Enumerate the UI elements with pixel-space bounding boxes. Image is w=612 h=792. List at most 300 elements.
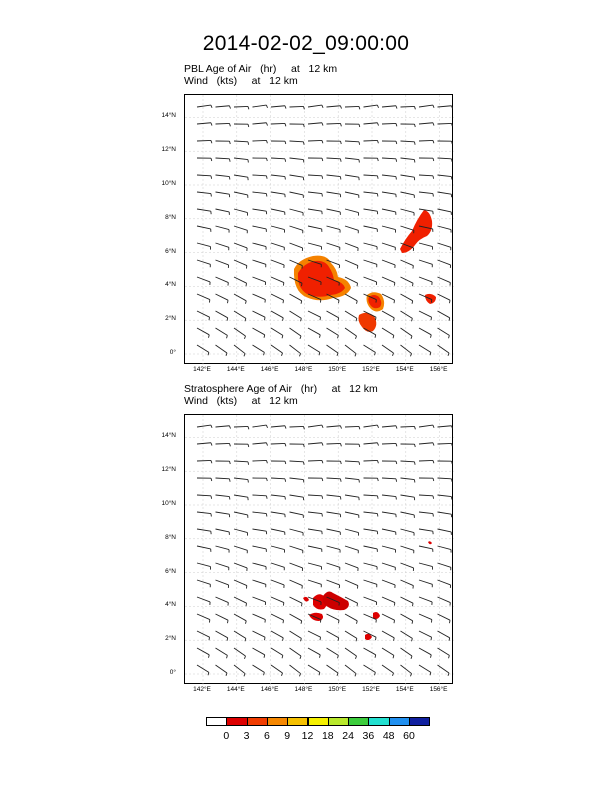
wind-barb [419,277,432,285]
wind-barb [197,460,212,463]
wind-barb [327,192,341,197]
wind-barb [364,495,379,499]
lat-tick-label: 8°N [165,213,176,221]
wind-barb [401,141,416,145]
wind-barb [345,106,360,109]
wind-barb [345,260,358,269]
wind-barb [271,123,286,126]
wind-barb [197,546,211,552]
wind-barb [253,495,268,499]
wind-barb [401,444,416,447]
wind-barb [290,529,304,536]
wind-barb [216,158,231,162]
wind-barb [327,461,342,464]
wind-barb [345,580,358,589]
wind-barb [364,512,378,516]
wind-barb [327,426,342,429]
wind-barb [253,328,265,338]
wind-barb [216,546,230,553]
wind-barb [197,209,211,214]
wind-barb [419,443,434,446]
wind-barb [253,243,267,250]
wind-barb [271,260,284,268]
wind-barb [382,209,396,215]
wind-barb [327,563,340,570]
wind-barb [253,311,266,320]
wind-barb [234,426,249,429]
wind-barb [438,243,451,250]
wind-barb [419,529,433,534]
wind-barb [197,243,211,250]
wind-barb [234,294,246,304]
wind-barb [364,105,379,108]
wind-barb [345,563,358,571]
wind-barb [327,141,342,144]
wind-barb [364,158,379,161]
wind-barb [197,563,211,570]
lat-tick-label: 8°N [165,533,176,541]
wind-barb [308,123,323,126]
wind-barb [197,478,212,481]
wind-barb [345,665,356,676]
wind-barb [308,512,322,516]
wind-barb [290,461,305,465]
wind-barb [290,580,303,589]
wind-barb [197,443,212,446]
wind-barb [253,158,268,161]
wind-barb [382,260,395,268]
wind-barb [419,631,432,640]
wind-barb [345,546,358,553]
wind-barb [401,124,416,127]
wind-barb [438,328,450,338]
wind-barb [401,277,414,286]
wind-barb [382,648,394,658]
wind-barb [327,631,339,641]
wind-barb [234,175,248,180]
wind-barb [382,141,397,144]
wind-barb [197,311,210,320]
wind-barb [271,461,286,464]
wind-barb [401,614,413,624]
colorbar-swatch [328,717,349,726]
wind-barb [364,597,377,605]
wind-barb [271,597,284,606]
wind-barb [234,478,248,482]
wind-barb [216,106,231,109]
wind-barb [290,426,305,429]
wind-barb [234,141,249,145]
wind-barb [308,648,320,658]
wind-barb [308,140,323,143]
wind-barb [197,495,212,499]
colorbar-swatch [267,717,288,726]
wind-barb [419,140,434,143]
wind-barb [364,226,378,232]
colorbar-label: 18 [321,730,334,742]
wind-barb [271,192,285,197]
wind-barb [253,614,266,623]
wind-barb [401,294,413,304]
pbl-age-field [294,210,436,332]
wind-barb [308,580,321,587]
wind-barb [234,546,247,553]
wind-barb [345,478,359,482]
wind-barb [197,140,212,143]
strat-map-canvas [185,415,454,685]
colorbar-label: 36 [362,730,375,742]
wind-barb [364,123,379,126]
wind-barb [234,563,247,571]
colorbar-label: 6 [263,730,270,742]
wind-barb [308,529,322,534]
wind-barb [401,478,415,482]
wind-barb [216,461,231,464]
wind-barb [216,443,231,446]
wind-barb [382,243,395,250]
lon-tick-label: 150°E [328,366,347,373]
wind-barb [345,243,358,251]
wind-barb [401,461,416,465]
wind-barb [253,192,267,196]
wind-barb [290,444,305,447]
wind-barb [308,425,323,428]
lon-tick-label: 154°E [395,686,414,693]
wind-barb [438,495,452,499]
wind-barb [234,277,247,286]
wind-barb [308,495,323,499]
wind-barb [197,597,210,605]
wind-barb [271,106,286,109]
wind-barb [253,512,267,516]
lat-tick-label: 6°N [165,567,176,575]
wind-barb [382,328,394,338]
wind-barb [382,631,394,641]
wind-barb [308,226,322,232]
wind-barb [290,175,304,180]
wind-barb [253,260,266,267]
wind-barb [271,158,286,162]
wind-barb [253,443,268,446]
wind-barb [290,294,302,304]
wind-barb [308,478,323,481]
wind-barb [308,105,323,108]
wind-barb [234,260,247,269]
wind-barb [234,106,249,109]
wind-barb [234,665,245,676]
wind-barb [253,105,268,108]
wind-barb [419,425,434,428]
wind-barb [327,158,342,162]
wind-barb [345,529,359,536]
colorbar-swatch [226,717,247,726]
lat-tick-label: 6°N [165,247,176,255]
wind-barb [327,106,342,109]
wind-barb [382,192,396,197]
wind-barb [197,614,210,623]
wind-barb [290,243,303,251]
wind-barb [345,226,358,233]
wind-barb [419,158,434,161]
wind-barb [308,192,322,196]
wind-barb [216,580,229,588]
wind-barb [382,461,397,464]
wind-barb [253,209,267,214]
wind-barb [271,277,284,286]
wind-barb [345,648,356,659]
wind-barb [271,478,286,482]
wind-barb [308,209,322,214]
wind-barb [197,226,211,232]
wind-barb [419,563,433,570]
wind-barb [234,311,246,321]
wind-barb [234,226,247,233]
lon-tick-label: 148°E [294,686,313,693]
strat-speck [303,597,309,602]
wind-barb [401,209,415,216]
wind-barb [271,512,285,517]
wind-barb [364,546,378,552]
wind-barb [438,345,449,356]
wind-barb [364,260,377,267]
wind-barb [327,443,342,446]
wind-barb [419,460,434,463]
wind-barb [345,631,357,641]
colorbar-label: 60 [403,730,415,742]
wind-barb [364,209,378,214]
wind-barb [401,631,413,641]
wind-barb [327,580,340,588]
wind-barb [290,345,301,356]
wind-barb [327,495,341,499]
wind-barb [364,140,379,143]
lon-tick-label: 144°E [226,366,245,373]
wind-barb [234,124,249,127]
wind-barb [216,243,229,250]
wind-barb [401,260,414,269]
wind-barb [382,443,397,446]
wind-barb [401,158,415,162]
wind-barb [197,631,210,640]
wind-barb [271,209,285,215]
wind-barb [253,140,268,143]
wind-barb [290,614,302,624]
wind-barb [290,226,303,233]
wind-barb [308,175,323,179]
strat-age-map [184,414,453,684]
wind-barb [290,106,305,109]
wind-barb [234,243,247,251]
lat-tick-label: 12°N [161,146,176,154]
strat-patch-4 [373,612,380,619]
wind-barb [271,631,283,641]
lon-tick-label: 150°E [328,686,347,693]
lat-tick-label: 0° [169,669,176,676]
wind-barb [345,158,359,162]
wind-barb [419,243,433,250]
lon-tick-label: 146°E [260,366,279,373]
wind-barb [308,311,321,320]
wind-barb [216,512,230,517]
wind-barb [419,580,432,587]
wind-barb [216,631,228,641]
wind-barb [438,311,450,321]
lat-tick-label: 4°N [165,601,176,609]
wind-barb [253,648,265,658]
wind-barb [290,209,304,216]
wind-barb [216,597,229,606]
wind-barb [197,192,211,196]
wind-barb [382,665,393,676]
colorbar-label: 24 [342,730,354,742]
wind-barb [234,444,249,447]
pbl-patch-northeast [400,210,432,253]
wind-barb [345,461,360,465]
wind-barb [419,512,433,516]
wind-barb [382,158,397,162]
wind-barb [253,631,266,640]
wind-barb [234,648,245,659]
wind-barb [290,478,304,482]
wind-barb [419,123,434,126]
wind-barb [327,345,338,356]
wind-barb [271,665,282,676]
wind-barb [345,124,360,127]
wind-barb [401,597,414,606]
wind-barb [290,158,304,162]
wind-barb [308,328,320,338]
wind-barb [438,614,451,623]
wind-barb [401,345,412,356]
wind-barb [438,648,450,658]
wind-barb [401,546,414,553]
wind-barb [401,192,415,198]
wind-barb [290,546,303,553]
wind-barb [234,597,247,606]
wind-barb [216,175,230,179]
wind-barb [345,444,360,447]
strat-speck-2 [428,541,432,544]
wind-barb [308,563,322,570]
wind-barb [382,106,397,109]
wind-barb [216,226,230,233]
wind-barb [382,123,397,126]
lat-tick-label: 4°N [165,281,176,289]
wind-barb [234,209,248,216]
wind-barb [401,580,414,589]
wind-barb [197,158,212,161]
wind-barb [345,614,357,624]
wind-barb [419,478,434,481]
wind-barb [364,443,379,446]
wind-barb [197,580,210,587]
wind-barb [271,563,284,570]
lat-tick-label: 2°N [165,315,176,323]
wind-barb [382,478,397,482]
wind-barb [271,580,284,588]
colorbar-swatch [206,717,227,726]
wind-barb [253,546,267,552]
wind-barb [327,243,340,250]
wind-barbs [197,105,453,356]
wind-barb [419,105,434,108]
colorbar-swatch [409,717,430,726]
wind-barb [401,311,413,321]
wind-barb [216,260,229,268]
wind-barb [419,192,433,196]
wind-barb [308,443,323,446]
wind-barb [419,546,433,552]
wind-barb [197,105,212,108]
wind-barb [438,665,449,676]
wind-barb [290,512,304,518]
wind-barb [327,311,339,321]
wind-barb [234,495,248,500]
wind-barb [419,597,432,605]
wind-barb [419,328,431,338]
wind-barb [216,648,228,658]
panel1-label-line2: Wind (kts) at 12 km [184,75,298,87]
wind-barb [364,478,379,481]
wind-barb [290,328,301,339]
wind-barb [216,563,229,570]
wind-barb [327,209,341,215]
wind-barb [216,277,229,286]
wind-barb [216,478,231,482]
colorbar-swatch [247,717,268,726]
wind-barb [216,614,229,623]
wind-barb [253,563,267,570]
wind-barb [271,243,284,250]
wind-barb [234,461,249,465]
colorbar-swatch [389,717,410,726]
wind-barb [345,345,356,356]
wind-barb [419,614,432,623]
wind-barb [290,192,304,198]
wind-barb [216,209,230,215]
wind-barb [438,294,451,303]
wind-barb [382,426,397,429]
wind-barb [216,328,228,338]
wind-barb [419,311,432,320]
wind-barb [308,460,323,463]
wind-barb [253,226,267,232]
wind-barb [271,294,284,303]
wind-barb [253,597,266,605]
lat-tick-label: 10°N [161,180,176,187]
wind-barb [271,426,286,429]
wind-barb [290,631,302,641]
wind-barb [345,294,357,304]
wind-barb [308,243,322,250]
wind-barb [216,311,228,321]
wind-barb [253,175,268,179]
wind-barb [271,141,286,144]
wind-barb [271,529,285,535]
wind-barb [271,614,284,623]
panel2-label-line2: Wind (kts) at 12 km [184,395,298,407]
wind-barb [216,294,229,303]
wind-barb [253,123,268,126]
wind-barb [271,311,283,321]
wind-barb [382,175,396,179]
wind-barb [438,175,452,179]
wind-barb [253,294,266,303]
wind-barb [271,495,285,499]
wind-barb [364,460,379,463]
wind-barb [234,192,248,198]
wind-barb [345,311,357,321]
